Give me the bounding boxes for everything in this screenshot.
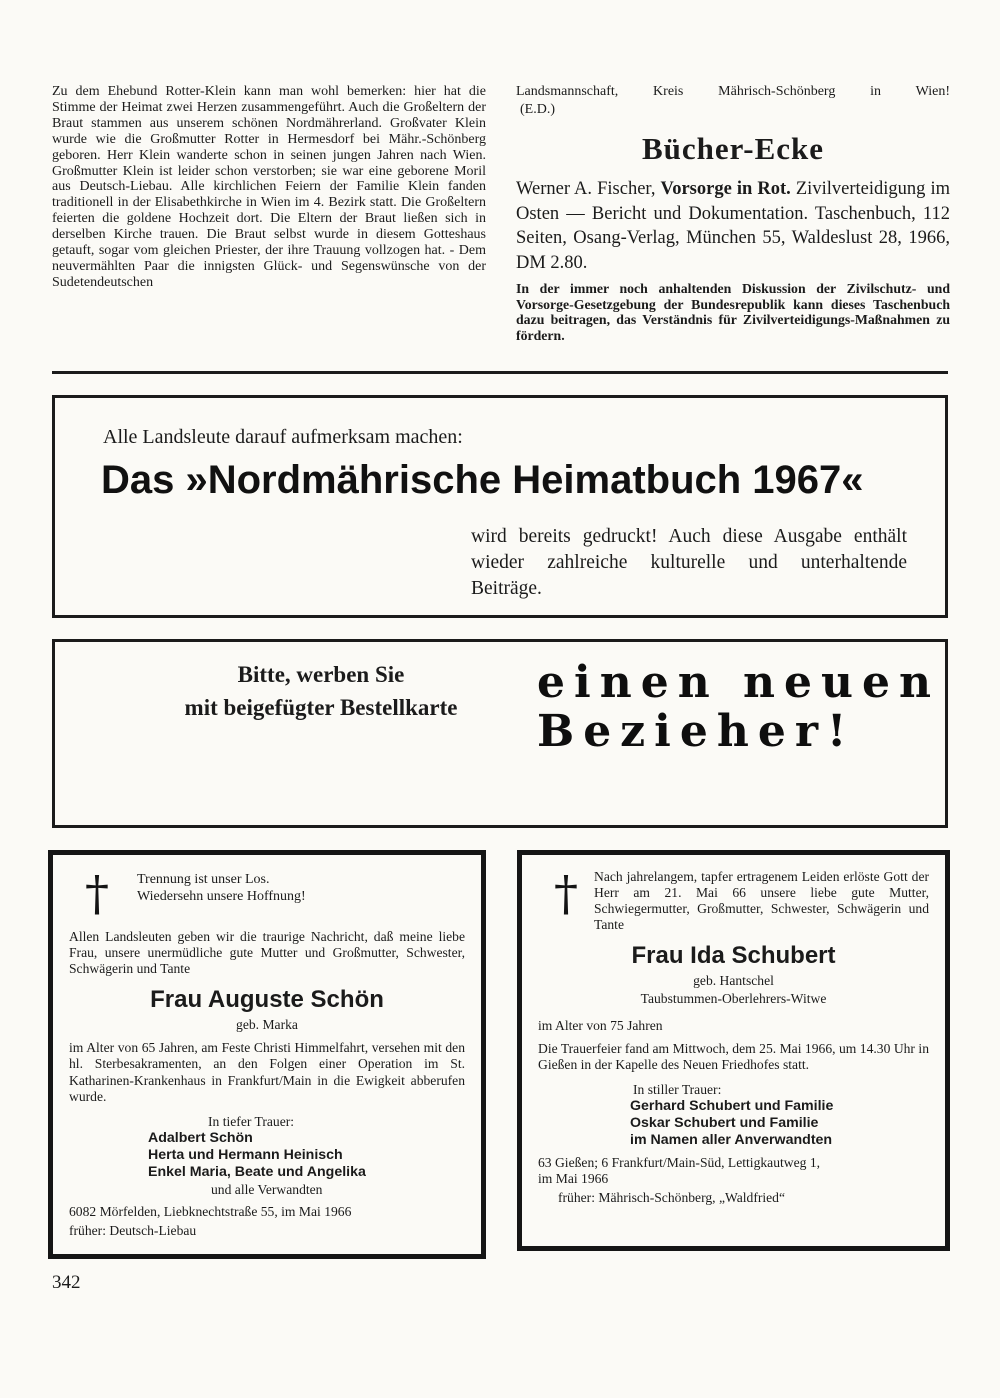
obituary-body: Die Trauerfeier fand am Mittwoch, dem 25. Mai 1966, um 14.30 Uhr in Gießen in der Kapelle des Neuen Friedhofes statt. xyxy=(538,1040,929,1072)
subscription-headline xyxy=(537,658,947,756)
obituary-intro: Allen Landsleuten geben wir die traurige Nachricht, daß meine liebe Frau, unsere unermüdliche gute Mutter und Großmutter, Schwester, Schwägerin und Tante xyxy=(69,929,465,977)
mourner-address: 6082 Mörfelden, Liebknechtstraße 55, im Mai 1966 xyxy=(69,1203,352,1219)
book-review-body: In der immer noch anhaltenden Diskussion der Zivilschutz- und Vorsorge-Gesetzgebung der Bundesrepublik kann dieses Taschenbuch dazu beitragen, das Verständnis für Zivilverteidigungs-Maßnahmen zu fördern. xyxy=(516,281,950,343)
subscription-ad-box xyxy=(52,639,948,828)
heimatbuch-ad-headline: Das »Nordmährische Heimatbuch 1967« xyxy=(101,458,864,502)
deceased-name: Frau Auguste Schön xyxy=(150,986,384,1014)
obituary-ida-schubert xyxy=(517,850,950,1251)
page-number: 342 xyxy=(52,1272,81,1293)
heimatbuch-ad-intro: Alle Landsleute darauf aufmerksam machen: xyxy=(103,426,463,448)
mourners-list xyxy=(630,1098,929,1149)
book-review-lead xyxy=(516,177,950,275)
mourners-suffix: und alle Verwandten xyxy=(211,1181,323,1197)
right-column xyxy=(516,84,950,343)
deceased-name: Frau Ida Schubert xyxy=(631,942,836,970)
age-line: im Alter von 75 Jahren xyxy=(538,1017,663,1033)
obituary-auguste-schoen xyxy=(48,850,486,1259)
cross-icon: † xyxy=(85,866,109,922)
cross-icon: † xyxy=(554,866,578,922)
mourning-label: In tiefer Trauer: xyxy=(208,1113,295,1129)
article-signature: (E.D.) xyxy=(520,102,555,117)
heimatbuch-ad-body: wird bereits gedruckt! Auch diese Ausgabe enthält wieder zahlreiche kulturelle und unterhaltende Beiträge. xyxy=(471,526,907,599)
section-divider xyxy=(52,371,948,374)
subscription-prompt-line2: mit beigefügter Bestellkarte xyxy=(184,695,458,720)
former-residence: früher: Deutsch-Liebau xyxy=(69,1222,197,1238)
epigraph-line2: Wiedersehn unsere Hoffnung! xyxy=(137,888,306,904)
subscription-prompt-line1: Bitte, werben Sie xyxy=(237,662,405,687)
mourner-row: Adalbert Schön xyxy=(148,1129,253,1146)
deceased-title: Taubstummen-Oberlehrers-Witwe xyxy=(640,991,827,1007)
former-residence: früher: Mährisch-Schönberg, „Waldfried“ xyxy=(558,1190,786,1206)
mourner-row: Oskar Schubert und Familie xyxy=(630,1114,819,1131)
obituary-intro: Nach jahrelangem, tapfer ertragenem Leiden erlöste Gott der Herr am 21. Mai 66 unsere liebe gute Mutter, Schwiegermutter, Großmutter, Schwester, Schwägerin und Tante xyxy=(594,869,929,933)
mourners-list xyxy=(148,1130,465,1181)
mourner-row: Gerhard Schubert und Familie xyxy=(630,1097,834,1114)
subscription-prompt xyxy=(89,658,553,724)
birth-name: geb. Hantschel xyxy=(693,973,774,989)
subscription-headline-line1: einen neuen xyxy=(537,657,940,708)
birth-name: geb. Marka xyxy=(236,1017,298,1033)
wedding-article-column: Zu dem Ehebund Rotter-Klein kann man wohl bemerken: hier hat die Stimme der Heimat zwei Herzen zusammengeführt. Auch die Großeltern der Braut stammen aus unserem schönen Nordmährerland. Großvater Klein wurde wie die Großmutter Rotter in Hermesdorf bei Mähr.-Schönberg geboren. Herr Klein wanderte schon in seinen jungen Jahren nach Wien. Großmutter Klein ist leider schon verstorben; sie war eine geborene Moril aus Deutsch-Liebau. Alle kirchlichen Feiern der Familie Klein fanden traditionell in der Elisabethkirche in Wien im 4. Bezirk statt. Die Großeltern feierten die goldene Hochzeit dort. Die Eltern der Braut ließen sich in derselben Kirche trauen. Die Braut selbst wurde in diesem Gotteshaus getauft, sogar vom gleichen Priester, der ihre Trauung vollzogen hat. - Dem neuvermählten Paar die innigsten Glück- und Segenswünsche von der Sudetendeutschen xyxy=(52,84,486,290)
review-details: Zivilverteidigung im Osten — Bericht und Dokumentation. Taschenbuch, 112 Seiten, Osang-Verlag, München 55, Waldeslust 28, 1966, DM 2.80. xyxy=(516,179,950,273)
obituary-body: im Alter von 65 Jahren, am Feste Christi Himmelfahrt, versehen mit den hl. Sterbesakramenten, an den Folgen einer Operation im St. Katharinen-Krankenhaus in Frankfurt/Main in die Ewigkeit abberufen wurde. xyxy=(69,1040,465,1104)
mourner-row: im Namen aller Anverwandten xyxy=(630,1131,833,1148)
subscription-headline-line2: Bezieher! xyxy=(537,706,856,757)
heimatbuch-ad-box xyxy=(52,395,948,618)
mourner-row: Enkel Maria, Beate und Angelika xyxy=(148,1163,366,1180)
mourner-address-line1: 63 Gießen; 6 Frankfurt/Main-Süd, Lettigkautweg 1, xyxy=(538,1154,821,1170)
review-book-title: Vorsorge in Rot. xyxy=(660,179,791,199)
wedding-article-continuation: Landsmannschaft, Kreis Mährisch-Schönberg in Wien! xyxy=(516,84,950,99)
mourner-row: Herta und Hermann Heinisch xyxy=(148,1146,343,1163)
mourner-address-line2: im Mai 1966 xyxy=(538,1171,609,1187)
mourning-label: In stiller Trauer: xyxy=(633,1081,722,1097)
epigraph-line1: Trennung ist unser Los. xyxy=(137,872,270,887)
obituary-epigraph xyxy=(137,867,465,905)
review-author: Werner A. Fischer, xyxy=(516,179,661,199)
buecher-ecke-title: Bücher-Ecke xyxy=(641,131,825,166)
